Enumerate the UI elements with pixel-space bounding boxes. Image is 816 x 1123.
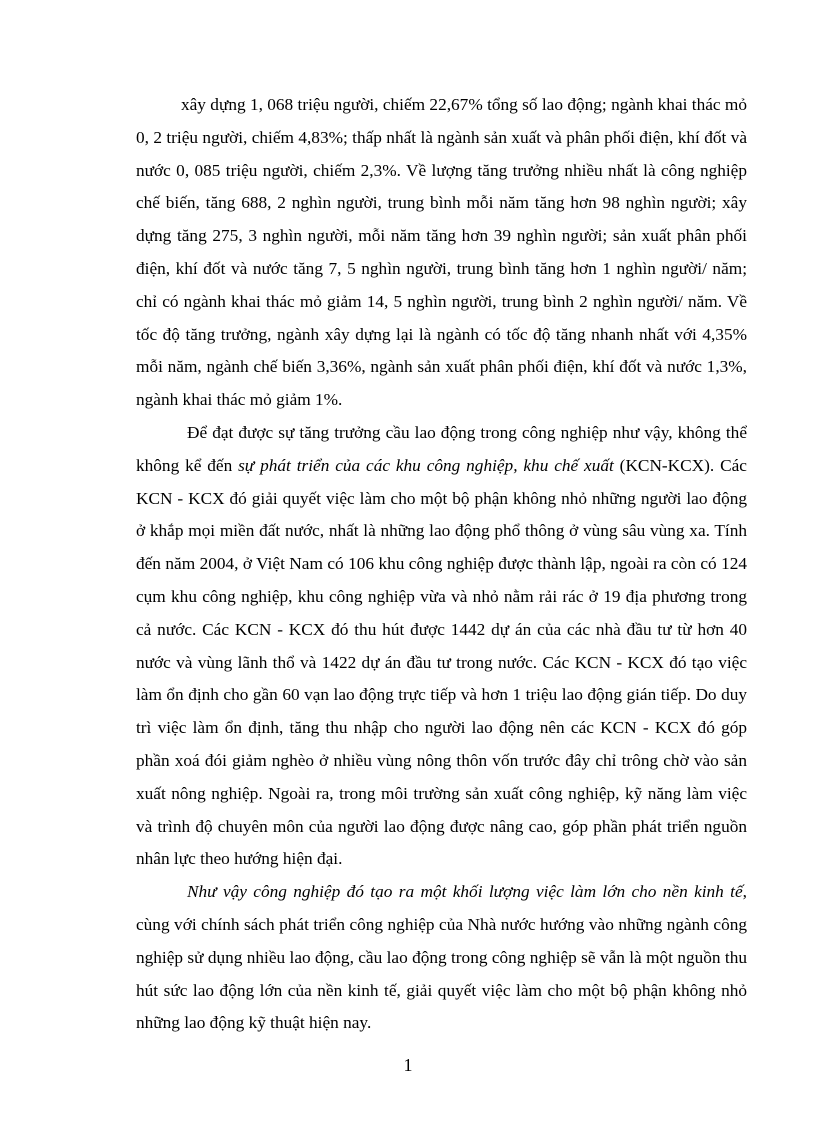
- paragraph-2: [136, 417, 747, 876]
- paragraph-2-text-b: (KCN-KCX). Các KCN - KCX đó giải quyết việc làm cho một bộ phận không nhỏ những người lao động ở khắp mọi miền đất nước, nhất là những lao động phổ thông ở vùng sâu vùng xa. Tính đến năm 2004, ở Việt Nam có 106 khu công nghiệp được thành lập, ngoài ra còn có 124 cụm khu công nghiệp, khu công nghiệp vừa và nhỏ nằm rải rác ở 19 địa phương trong cả nước. Các KCN - KCX đó thu hút được 1442 dự án của các nhà đầu tư từ hơn 40 nước và vùng lãnh thổ và 1422 dự án đầu tư trong nước. Các KCN - KCX đó tạo việc làm ổn định cho gần 60 vạn lao động trực tiếp và hơn 1 triệu lao động gián tiếp. Do duy trì việc làm ổn định, tăng thu nhập cho người lao động nên các KCN - KCX đó góp phần xoá đói giảm nghèo ở nhiều vùng nông thôn vốn trước đây chỉ trông chờ vào sản xuất nông nghiệp. Ngoài ra, trong môi trường sản xuất công nghiệp, kỹ năng làm việc và trình độ chuyên môn của người lao động được nâng cao, góp phần phát triển nguồn nhân lực theo hướng hiện đại.: [136, 455, 747, 869]
- paragraph-2-text-a: Để đạt được sự tăng trưởng cầu lao động trong công nghiệp như vậy, không thể không kể đến: [136, 422, 747, 475]
- paragraph-3-emphasis: Như vậy công nghiệp đó tạo ra một khối lượng việc làm lớn cho nền kinh tế: [187, 882, 743, 902]
- paragraph-2-emphasis: sự phát triển của các khu công nghiệp, khu chế xuất: [238, 455, 614, 475]
- page-number: 1: [403, 1055, 413, 1075]
- paragraph-1: [136, 89, 747, 417]
- document-body: [136, 89, 747, 1040]
- paragraph-3: [136, 876, 747, 1040]
- paragraph-1-text: xây dựng 1, 068 triệu người, chiếm 22,67% tổng số lao động; ngành khai thác mỏ 0, 2 triệu người, chiếm 4,83%; thấp nhất là ngành sản xuất và phân phối điện, khí đốt và nước 0, 085 triệu người, chiếm 2,3%. Về lượng tăng trưởng nhiều nhất là công nghiệp chế biến, tăng 688, 2 nghìn người, trung bình mỗi năm tăng hơn 98 nghìn người; xây dựng tăng 275, 3 nghìn người, mỗi năm tăng hơn 39 nghìn người; sản xuất phân phối điện, khí đốt và nước tăng 7, 5 nghìn người, trung bình tăng hơn 1 nghìn người/ năm; chỉ có ngành khai thác mỏ giảm 14, 5 nghìn người, trung bình 2 nghìn người/ năm. Về tốc độ tăng trưởng, ngành xây dựng lại là ngành có tốc độ tăng nhanh nhất với 4,35% mỗi năm, ngành chế biến 3,36%, ngành sản xuất phân phối điện, khí đốt và nước 1,3%, ngành khai thác mỏ giảm 1%.: [136, 95, 747, 410]
- paragraph-3-text: , cùng với chính sách phát triển công nghiệp của Nhà nước hướng vào những ngành công nghiệp sử dụng nhiều lao động, cầu lao động trong công nghiệp sẽ vẫn là một nguồn thu hút sức lao động lớn của nền kinh tế, giải quyết việc làm cho một bộ phận không nhỏ những lao động kỹ thuật hiện nay.: [136, 882, 747, 1033]
